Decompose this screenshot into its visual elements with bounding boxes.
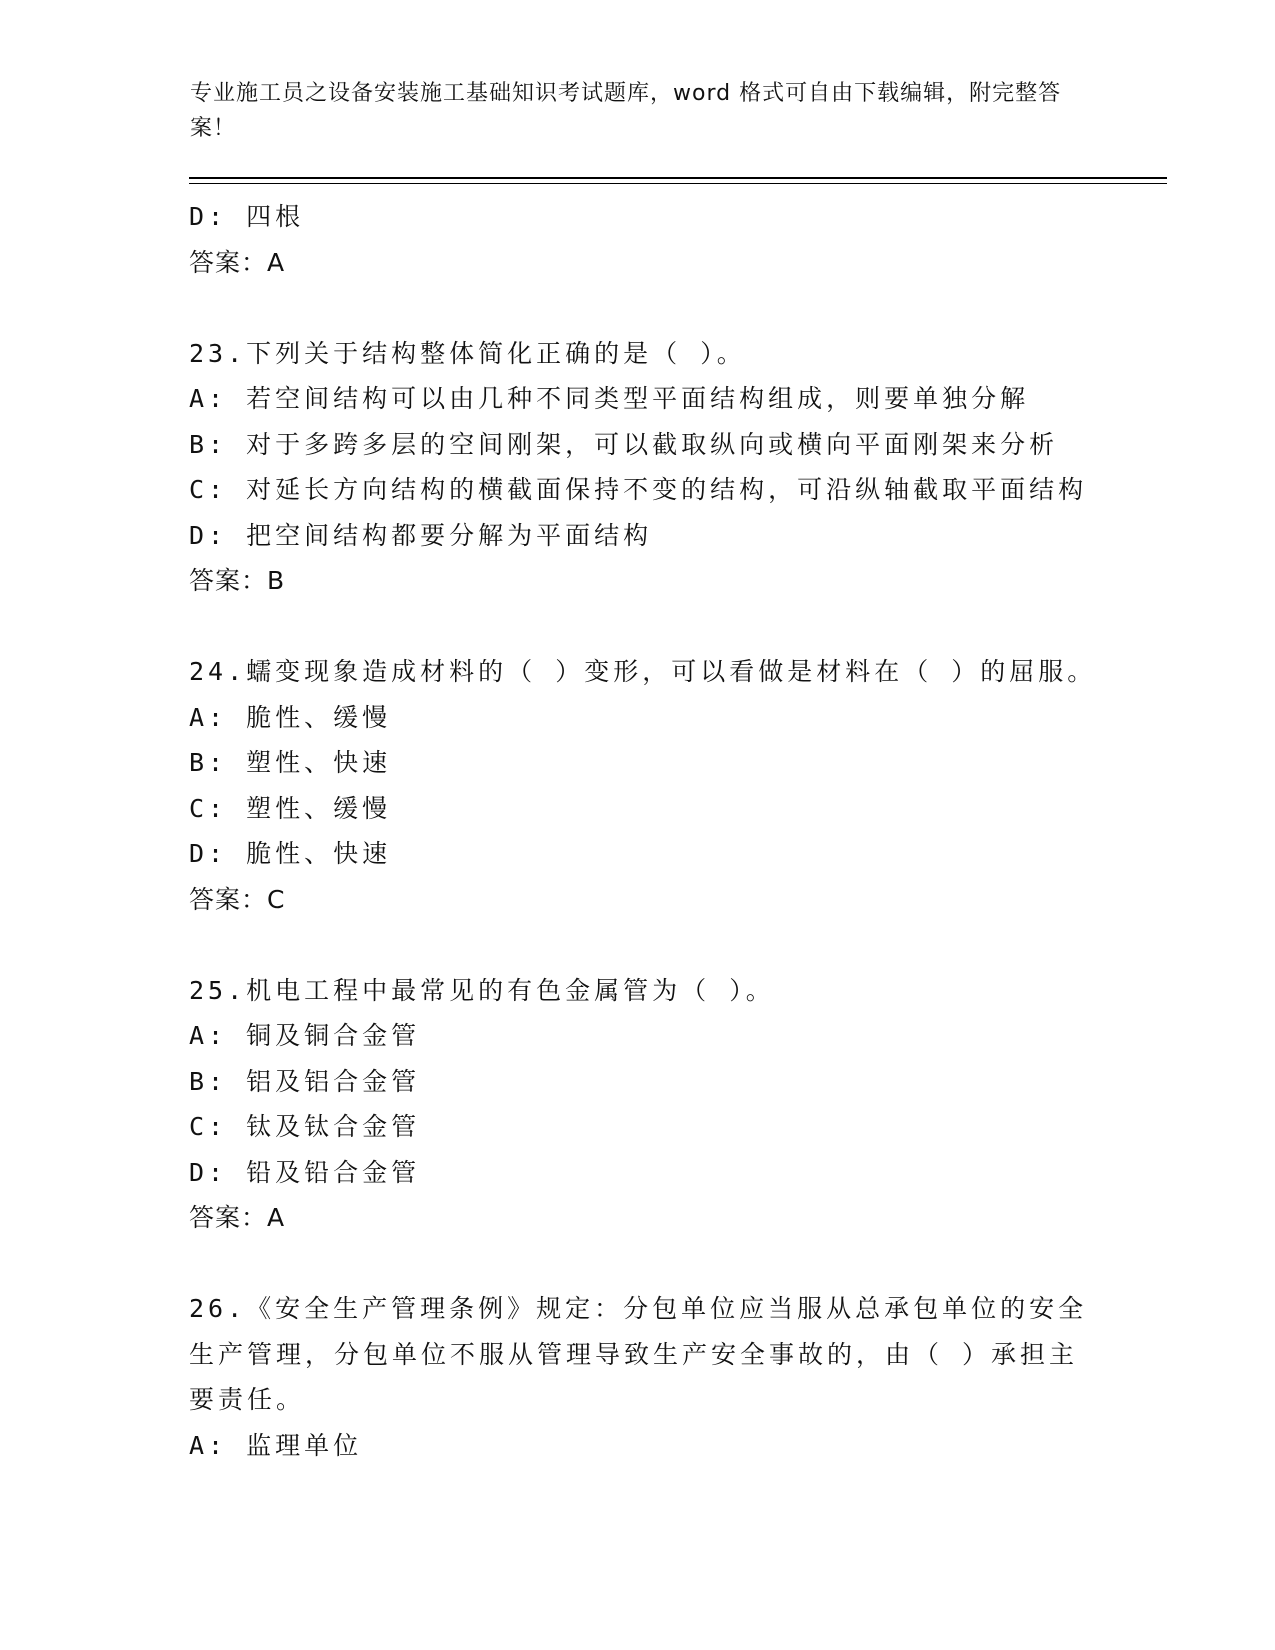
answer-line: 答案：A <box>189 1203 286 1232</box>
question-stem: 24.蠕变现象造成材料的（ ）变形，可以看做是材料在（ ）的屈服。 <box>189 657 1097 686</box>
question-stem: 23.下列关于结构整体简化正确的是（ ）。 <box>189 338 746 368</box>
option-a: A: 监理单位 <box>189 1430 363 1460</box>
spacer <box>189 1241 1169 1287</box>
option-c: C: 钛及钛合金管 <box>189 1112 421 1141</box>
answer-line: 答案：A <box>189 247 286 277</box>
option-a: A: 脆性、缓慢 <box>189 702 392 732</box>
answer-line: 答案：B <box>189 566 286 595</box>
header-rule-thin <box>189 183 1167 184</box>
option-b: B: 塑性、快速 <box>189 748 392 777</box>
document-title: 专业施工员之设备安装施工基础知识考试题库，word 格式可自由下载编辑，附完整答案！ <box>190 81 1062 141</box>
spacer <box>189 604 1169 650</box>
question-stem: 26.《安全生产管理条例》规定：分包单位应当服从总承包单位的安全生产管理，分包单位不服从管理导致生产安全事故的，由（ ）承担主要责任。 <box>189 1294 1088 1414</box>
option-a: A: 若空间结构可以由几种不同类型平面结构组成，则要单独分解 <box>189 384 1030 413</box>
document-header <box>190 76 1090 146</box>
option-c: C: 对延长方向结构的横截面保持不变的结构，可沿纵轴截取平面结构 <box>189 475 1088 504</box>
question-list <box>189 194 1169 1468</box>
spacer <box>189 285 1169 331</box>
header-rule-thick <box>189 177 1167 179</box>
option-b: B: 铝及铝合金管 <box>189 1066 421 1096</box>
question-stem: 25.机电工程中最常见的有色金属管为（ ）。 <box>189 975 775 1005</box>
spacer <box>189 922 1169 968</box>
option-d: D: 脆性、快速 <box>189 839 392 868</box>
option-d: D: 把空间结构都要分解为平面结构 <box>189 520 653 550</box>
option-b: B: 对于多跨多层的空间刚架，可以截取纵向或横向平面刚架来分析 <box>189 429 1059 459</box>
option-a: A: 铜及铜合金管 <box>189 1021 421 1050</box>
option-d: D: 四根 <box>189 202 305 231</box>
option-c: C: 塑性、缓慢 <box>189 793 392 823</box>
answer-line: 答案：C <box>189 884 286 914</box>
option-d: D: 铅及铅合金管 <box>189 1157 421 1187</box>
